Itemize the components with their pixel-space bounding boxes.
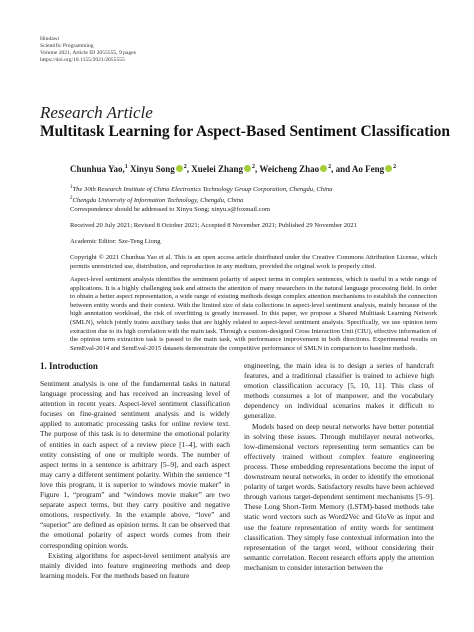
affiliation-item bbox=[70, 183, 333, 194]
journal-header bbox=[40, 36, 136, 64]
author-affil-mark: 2 bbox=[183, 164, 187, 170]
author-affil-mark: 1 bbox=[124, 164, 128, 170]
dates-line: Received 20 July 2021; Revised 8 October 2021; Accepted 8 November 2021; Published 29 November 2021 bbox=[70, 222, 357, 229]
author-name[interactable]: Chunhua Yao, bbox=[70, 164, 125, 174]
academic-editor: Academic Editor: Sze-Teng Liong bbox=[70, 238, 161, 245]
paragraph: engineering, the main idea is to design a series of handcraft features, and a traditional classifier is trained to achieve high emotion classification accuracy [5, 10, 11]. This class of methods consumes a lot of manpower, and the vocabulary dependency on individual scenarios makes it difficult to generalize. bbox=[244, 361, 434, 421]
paragraph: Existing algorithms for aspect-level sentiment analysis are mainly divided into feature engineering methods and deep learning models. For the methods based on feature bbox=[40, 550, 230, 580]
left-column bbox=[40, 379, 230, 581]
paragraph: Sentiment analysis is one of the fundamental tasks in natural language processing and has received an increasing level of attention in recent years. Aspect-level sentiment classification focuses on fine-grained sentiment analysis and is widely applied to automatic processing tasks for online review text. The purpose of this task is to determine the emotional polarity of entities in each aspect of a review piece [1–4], with each entity consisting of one or multiple words. The number of aspect terms in a sentence is arbitrary [5–9], and each aspect may carry a different sentiment polarity. Within the sentence “I love this program, it is superior to windows movie maker” in Figure 1, “program” and “windows movie maker” are two separate aspect terms, but they carry positive and negative emotions, respectively. In the example above, “love” and “superior” are defined as opinion terms. It can be observed that the emotional polarity of aspect words comes from their corresponding opinion words. bbox=[40, 379, 230, 550]
doi-link[interactable]: https://doi.org/10.1155/2021/2055555 bbox=[40, 57, 125, 63]
volume-line: Volume 2021, Article ID 2055555, 9 pages bbox=[40, 50, 136, 56]
paragraph: Models based on deep neural networks have better potential in solving these issues. Through multilayer neural networks, low-dimensional vectors representing term semantics can be effectively trained without complex feature engineering process. These embedding representations become the input of downstream neural networks, in order to identify the emotional polarity of target words. Satisfactory results have been achieved through various target-dependent sentiment mechanisms [5–9]. These Long Short-Term Memory (LSTM)-based methods take static word vectors such as Word2Vec and GloVe as input and use the feature representation of entity words for sentiment classification. They simply fuse contextual information into the representation of the target word, without considering their semantic correlation. Recent research efforts apply the attention mechanism to consider interaction between the bbox=[244, 421, 434, 572]
affil-text: The 30th Research Institute of China Electronics Technology Group Corporation, Chengdu, China bbox=[72, 186, 333, 194]
abstract: Aspect-level sentiment analysis identifies the sentiment polarity of aspect terms in complex sentences, which is useful in a wide range of applications. It is a highly challenging task and attracts the attention of many researchers in the natural language processing field. In order to obtain a better aspect representation, a wide range of existing methods design complex attention mechanisms to establish the connection between entity words and their context. With the limited size of data collections in aspect-level sentiment analysis, mainly because of the high annotation workload, the risk of overfitting is greatly increased. In this paper, we propose a Shared Multitask Learning Network (SMLN), which jointly trains auxiliary tasks that are highly related to aspect-level sentiment analysis. Specifically, we use opinion term extraction due to its high correlation with the main task. Through a custom-designed Cross Interaction Unit (CIU), effective information of the opinion term extraction task is passed to the main task, with performance improvement in both directions. Experimental results on SemEval-2014 and SemEval-2015 datasets demonstrate the competitive performance of SMLN in comparison to baseline methods. bbox=[70, 276, 437, 352]
affil-mark: 1 bbox=[70, 185, 73, 190]
orcid-icon[interactable] bbox=[385, 165, 392, 172]
orcid-icon[interactable] bbox=[320, 165, 327, 172]
author-affil-mark: 2 bbox=[252, 164, 255, 170]
affil-mark: 2 bbox=[70, 196, 73, 202]
author-name[interactable]: Xinyu Song bbox=[129, 164, 175, 174]
author-affil-mark: 2 bbox=[393, 164, 397, 170]
paper-title: Multitask Learning for Aspect-Based Sentiment Classification bbox=[40, 123, 451, 140]
affiliation-item bbox=[70, 194, 333, 205]
author-list: Chunhua Yao,$^1$ Xinyu Song $^2$, Xuelei Zhang $^2$, Weicheng Zhao $^2$, and Ao Feng $^2$ bbox=[70, 164, 397, 174]
author-name[interactable]: and Ao Feng bbox=[335, 164, 385, 174]
orcid-icon[interactable] bbox=[176, 165, 183, 172]
author-name[interactable]: Xuelei Zhang bbox=[191, 164, 243, 174]
publisher-name: Hindawi bbox=[40, 36, 60, 42]
journal-name: Scientific Programming bbox=[40, 43, 94, 49]
affiliations bbox=[70, 183, 333, 205]
affil-text: Chengdu University of Information Technology, Chengdu, China bbox=[72, 197, 244, 205]
article-type: Research Article bbox=[40, 103, 153, 122]
correspondence-line: Correspondence should be addressed to Xinyu Song; xinyu.s@foxmail.com bbox=[70, 206, 271, 213]
author-name[interactable]: Weicheng Zhao bbox=[259, 164, 320, 174]
orcid-icon[interactable] bbox=[244, 165, 251, 172]
copyright-notice: Copyright © 2021 Chunhua Yao et al. This is an open access article distributed under the Creative Commons Attribution License, which permits unrestricted use, distribution, and reproduction in any medium, provided the original work is properly cited. bbox=[70, 254, 437, 270]
right-column bbox=[244, 361, 434, 573]
author-affil-mark: 2 bbox=[328, 164, 332, 170]
section-heading: 1. Introduction bbox=[40, 361, 98, 371]
